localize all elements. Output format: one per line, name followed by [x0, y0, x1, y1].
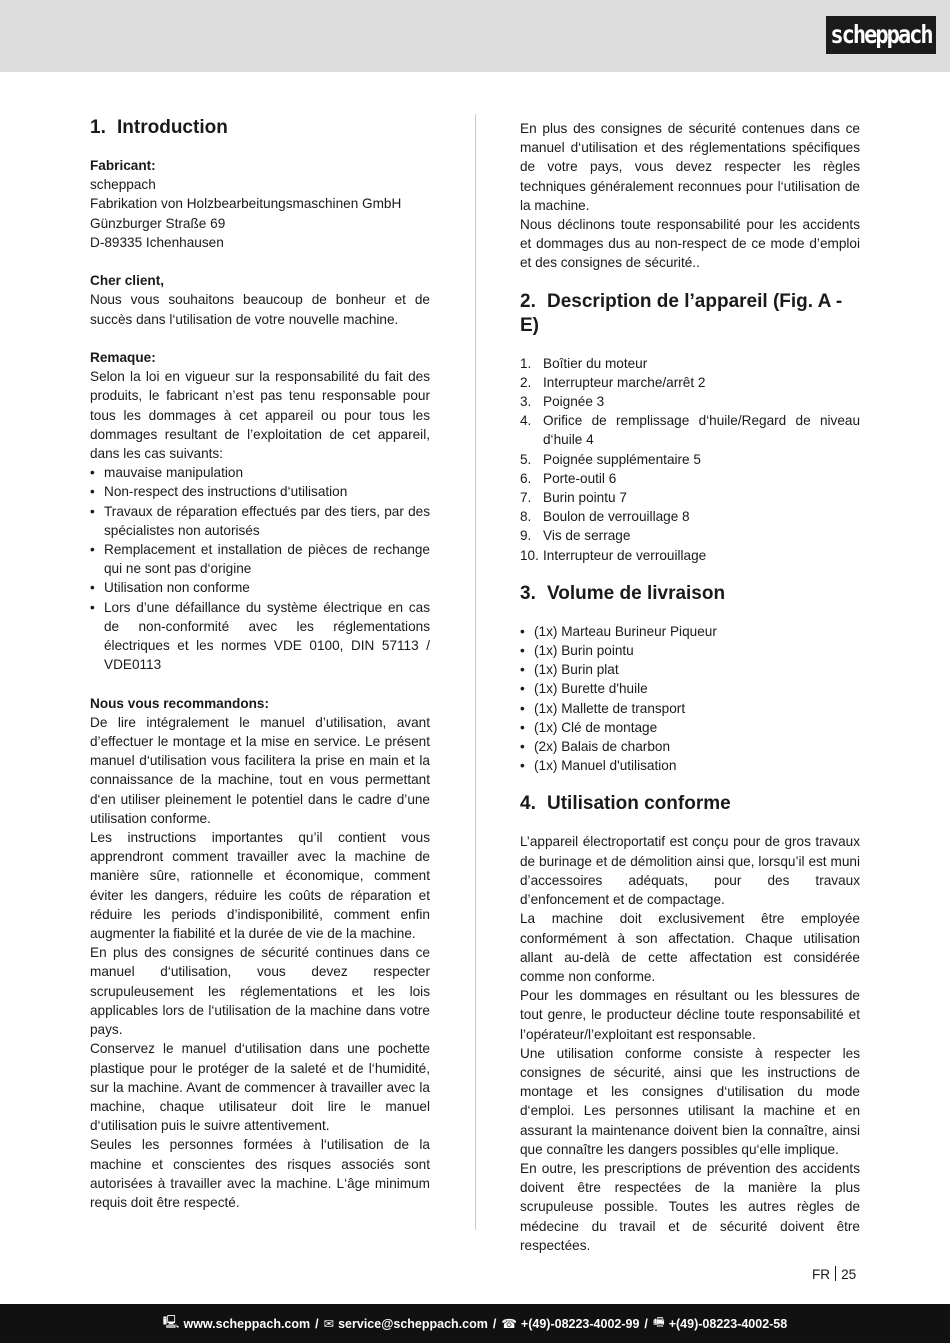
section-heading-description: 2. Description de l’appareil (Fig. A - E) [520, 290, 843, 336]
mail-icon: ✉ [323, 1317, 335, 1331]
section-heading-volume: 3. Volume de livraison [520, 582, 726, 604]
list-item: 6. Porte-outil 6 [520, 470, 617, 486]
description-list [520, 354, 860, 565]
list-item: 10. Interrupteur de verrouillage [520, 547, 707, 563]
remarque-list [90, 463, 430, 674]
list-item: • Utilisation non conforme [90, 578, 430, 597]
list-item: 7. Burin pointu 7 [520, 490, 627, 506]
list-item: 5. Poignée supplémentaire 5 [520, 451, 701, 467]
section-heading-usage: 4. Utilisation conforme [520, 793, 731, 815]
recommandons-paragraph: Seules les personnes formées à l‘utilisation de la machine et conscientes des risques associés sont autorisées à travailler avec la machine. L‘âge minimum requis doit être respecté. [90, 1137, 430, 1210]
left-column [90, 116, 430, 1212]
header-bar [0, 0, 950, 72]
list-item: 9. Vis de serrage [520, 528, 631, 544]
list-item: • (1x) Burin plat [520, 660, 860, 679]
footer-bar: 🖳 www.scheppach.com / ✉ service@scheppach.com / ☎ +(49)-08223-4002-99 / 🖷 +(49)-08223-4002-58 [0, 1304, 950, 1343]
computer-icon: 🖳 [162, 1315, 180, 1329]
list-item: • (1x) Burette d'huile [520, 679, 860, 698]
list-item: 1. Boîtier du moteur [520, 355, 648, 371]
usage-paragraph: Une utilisation conforme consiste à respecter les consignes de sécurité, ainsi que les instructions de montage et les consignes d‘utilisation du mode d‘emploi. Les personnes utilisant la machine et en assurant la maintenance doivent bien la connaître, ainsi que connaître les dangers possibles qu‘elle implique. [520, 1045, 860, 1157]
list-item: • (1x) Marteau Burineur Piqueur [520, 622, 860, 641]
page-language: FR [812, 1267, 831, 1282]
usage-paragraph: En outre, les prescriptions de prévention des accidents doivent être respectées de la manière la plus scrupuleuse possible. Toutes les autres règles de médecine du travail et de sécurité doivent être respectées. [520, 1160, 860, 1253]
list-item: • (1x) Burin pointu [520, 641, 860, 660]
cher-client-text: Nous vous souhaitons beaucoup de bonheur et de succès dans l‘utilisation de votre nouvelle machine. [90, 292, 430, 327]
footer-website[interactable]: www.scheppach.com [183, 1316, 311, 1331]
remarque-text: Selon la loi en vigueur sur la responsabilité du fait des produits, le fabricant n’est pas tenu responsable pour tous les dommages à cet appareil ou pour tous les dommages resultant de l’exploitation de cet appareil, dans les cas suivants: [90, 369, 430, 462]
cher-client-label: Cher client, [90, 273, 165, 289]
section-heading-introduction: 1. Introduction [90, 117, 228, 138]
logo-text: scheppach [830, 20, 932, 50]
recommandons-paragraph: Conservez le manuel d‘utilisation dans une pochette plastique pour le protéger de la saleté et de l‘humidité, sur la machine. Avant de commencer à travailler avec la machine, chaque utilisateur doit lire le manuel d‘utilisation puis le suivre attentivement. [90, 1041, 430, 1134]
recommandons-paragraph: Les instructions importantes qu’il contient vous apprendront comment travailler avec la machine de manière sûre, rationnelle et économique, comment éviter les dangers, réduire les coûts de réparation et réduire les periods d’indisponibilité, comment enfin augmenter la fiabilité et la durée de vie de la machine. [90, 830, 430, 942]
fabricant-line: Fabrikation von Holzbearbeitungsmaschinen GmbH [90, 196, 402, 212]
list-item: 2. Interrupteur marche/arrêt 2 [520, 374, 706, 390]
column-divider [475, 114, 476, 1230]
list-item: • mauvaise manipulation [90, 463, 430, 482]
usage-paragraph: Pour les dommages en résultant ou les blessures de tout genre, le producteur décline toute responsabilité et l’opérateur/l’exploitant est responsable. [520, 988, 860, 1042]
fabricant-label: Fabricant: [90, 158, 156, 173]
recommandons-label: Nous vous recommandons: [90, 695, 270, 711]
page-number [812, 1266, 856, 1282]
list-item: • (2x) Balais de charbon [520, 737, 860, 756]
phone-icon: ☎ [501, 1317, 517, 1331]
list-item: 4. Orifice de remplissage d‘huile/Regard de niveau d‘huile 4 [520, 413, 860, 448]
list-item: 3. Poignée 3 [520, 394, 605, 410]
footer-phone: +(49)-08223-4002-99 [520, 1316, 640, 1331]
fax-icon: 🖷 [652, 1315, 665, 1329]
fabricant-line: scheppach [90, 177, 156, 193]
footer-fax: +(49)-08223-4002-58 [668, 1316, 788, 1331]
remarque-label: Remaque: [90, 350, 156, 365]
usage-paragraph: La machine doit exclusivement être employée conformément à son affectation. Chaque utilisation allant au-delà de cette affectation est considérée comme non conforme. [520, 911, 860, 984]
recommandons-paragraph: En plus des consignes de sécurité continues dans ce manuel d‘utilisation, vous devez respecter scrupuleusement les réglementations et les lois applicables lors de l‘utilisation de la machine dans votre pays. [90, 945, 430, 1038]
footer-email[interactable]: service@scheppach.com [338, 1316, 488, 1331]
list-item: • (1x) Mallette de transport [520, 699, 860, 718]
list-item: 8. Boulon de verrouillage 8 [520, 509, 690, 525]
fabricant-line: Günzburger Straße 69 [90, 215, 226, 231]
list-item: • Lors d’une défaillance du système électrique en cas de non-conformité avec les réglementations électriques et les normes VDE 0100, DIN 57113 / VDE0113 [90, 598, 430, 675]
list-item: • Non-respect des instructions d‘utilisation [90, 482, 430, 501]
intro-paragraph: En plus des consignes de sécurité contenues dans ce manuel d‘utilisation et des réglementations spécifiques de votre pays, vous devez respecter les règles techniques généralement reconnues pour l‘utilisation de la machine. [520, 121, 860, 213]
list-item: • Remplacement et installation de pièces de rechange qui ne sont pas d‘origine [90, 540, 430, 578]
fabricant-line: D-89335 Ichenhausen [90, 234, 224, 250]
usage-paragraph: L’appareil électroportatif est conçu pour de gros travaux de burinage et de démolition ainsi que, lorsqu’il est muni d’accessoires adéquats, pour des travaux d’enfoncement et de compactage. [520, 834, 860, 908]
list-item: • (1x) Clé de montage [520, 718, 860, 737]
scheppach-logo [826, 16, 936, 54]
list-item: • (1x) Manuel d'utilisation [520, 756, 860, 775]
intro-paragraph: Nous déclinons toute responsabilité pour les accidents et dommages dus au non-respect de ce mode d’emploi et des consignes de sécurité.. [520, 217, 860, 271]
list-item: • Travaux de réparation effectués par des tiers, par des spécialistes non autorisés [90, 502, 430, 540]
volume-list [520, 622, 860, 776]
right-column [520, 119, 860, 1255]
recommandons-paragraph: De lire intégralement le manuel d’utilisation, avant d’effectuer le montage et la mise en service. Le présent manuel d‘utilisation vous facilitera la prise en main et la connaissance de la machine, tout en vous permettant d‘en utiliser pleinement le potentiel dans le cadre d’une utilisation conforme. [90, 714, 430, 826]
page-number-value: 25 [841, 1267, 857, 1282]
